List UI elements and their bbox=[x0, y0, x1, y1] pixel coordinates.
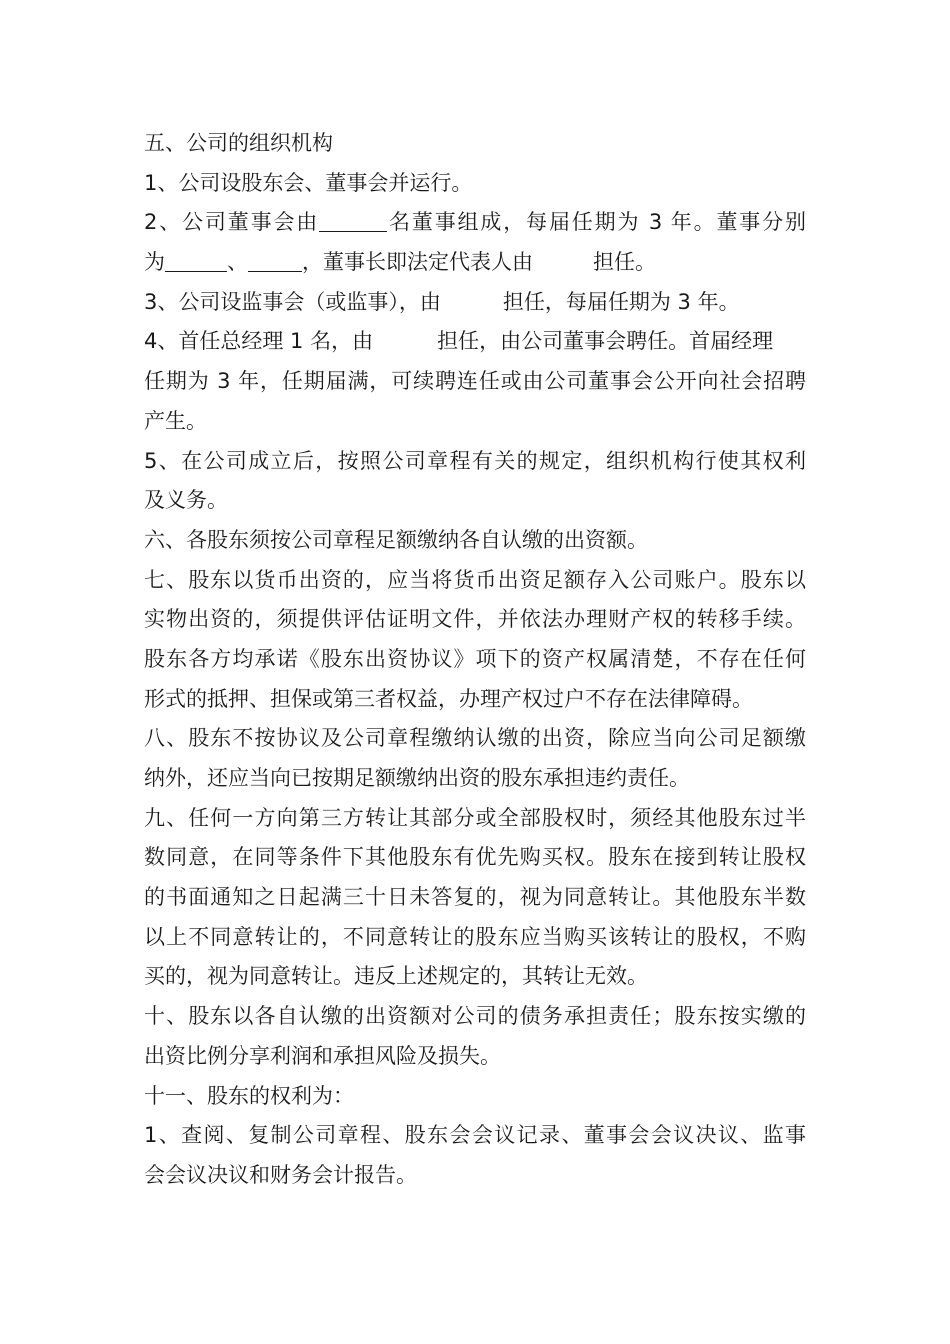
paragraph-line: 1、查阅、复制公司章程、股东会会议记录、董事会会议决议、监事 bbox=[144, 1123, 806, 1148]
paragraph-line: 及义务。 bbox=[144, 488, 228, 513]
paragraph-line: 纳外，还应当向已按期足额缴纳出资的股东承担违约责任。 bbox=[144, 766, 690, 790]
section-heading: 六、各股东须按公司章程足额缴纳各自认缴的出资额。 bbox=[144, 527, 648, 552]
paragraph-line bbox=[144, 243, 806, 283]
paragraph-line: 1、公司设股东会、董事会并运行。 bbox=[144, 170, 473, 195]
paragraph-line: 出资比例分享利润和承担风险及损失。 bbox=[144, 1043, 501, 1068]
text-segment: 担任，每届任期为 3 年。 bbox=[502, 289, 740, 314]
paragraph-line: 5、在公司成立后，按照公司章程有关的规定，组织机构行使其权利 bbox=[144, 448, 806, 473]
paragraph-line: 股东各方均承诺《股东出资协议》项下的资产权属清楚，不存在任何 bbox=[144, 646, 806, 671]
paragraph-line: 会会议决议和财务会计报告。 bbox=[144, 1162, 417, 1187]
paragraph-line bbox=[144, 322, 806, 362]
fill-in-blank[interactable] bbox=[165, 249, 227, 272]
text-segment: 4、首任总经理 1 名，由 bbox=[144, 329, 374, 354]
paragraph-line: 任期为 3 年，任期届满，可续聘连任或由公司董事会公开向社会招聘 bbox=[144, 369, 806, 394]
paragraph-line: 十、股东以各自认缴的出资额对公司的债务承担责任；股东按实缴的 bbox=[144, 1004, 806, 1029]
document-body bbox=[144, 124, 806, 1196]
text-segment: 名董事组成，每届任期为 3 年。董事分别 bbox=[387, 210, 806, 235]
text-segment: 担任。 bbox=[593, 250, 656, 275]
paragraph-line: 形式的抵押、担保或第三者权益，办理产权过户不存在法律障碍。 bbox=[144, 686, 753, 711]
section-heading: 十一、股东的权利为： bbox=[144, 1083, 354, 1108]
section-heading: 五、公司的组织机构 bbox=[144, 131, 333, 155]
paragraph-line: 九、任何一方向第三方转让其部分或全部股权时，须经其他股东过半 bbox=[144, 805, 806, 830]
paragraph-line: 买的，视为同意转让。违反上述规定的，其转让无效。 bbox=[144, 964, 648, 989]
paragraph-line bbox=[144, 203, 806, 243]
text-segment: 、 bbox=[227, 250, 248, 275]
text-segment: ，董事长即法定代表人由 bbox=[302, 250, 533, 275]
fill-in-blank[interactable] bbox=[319, 209, 387, 232]
text-segment: 2、公司董事会由 bbox=[144, 210, 320, 235]
text-segment: 3、公司设监事会（或监事），由 bbox=[144, 289, 441, 314]
paragraph-line: 八、股东不按协议及公司章程缴纳认缴的出资，除应当向公司足额缴 bbox=[144, 726, 806, 751]
paragraph-line: 以上不同意转让的，不同意转让的股东应当购买该转让的股权，不购 bbox=[144, 924, 806, 949]
paragraph-line: 数同意，在同等条件下其他股东有优先购买权。股东在接到转让股权 bbox=[144, 845, 806, 870]
paragraph-line: 实物出资的，须提供评估证明文件，并依法办理财产权的转移手续。 bbox=[144, 607, 806, 632]
text-segment: 担任，由公司董事会聘任。首届经理 bbox=[437, 329, 774, 354]
paragraph-line: 的书面通知之日起满三十日未答复的，视为同意转让。其他股东半数 bbox=[144, 885, 806, 910]
fill-in-blank[interactable] bbox=[248, 249, 302, 272]
text-segment: 为 bbox=[144, 250, 165, 275]
paragraph-line bbox=[144, 283, 806, 323]
paragraph-line: 产生。 bbox=[144, 408, 207, 433]
paragraph-line: 七、股东以货币出资的，应当将货币出资足额存入公司账户。股东以 bbox=[144, 567, 806, 592]
